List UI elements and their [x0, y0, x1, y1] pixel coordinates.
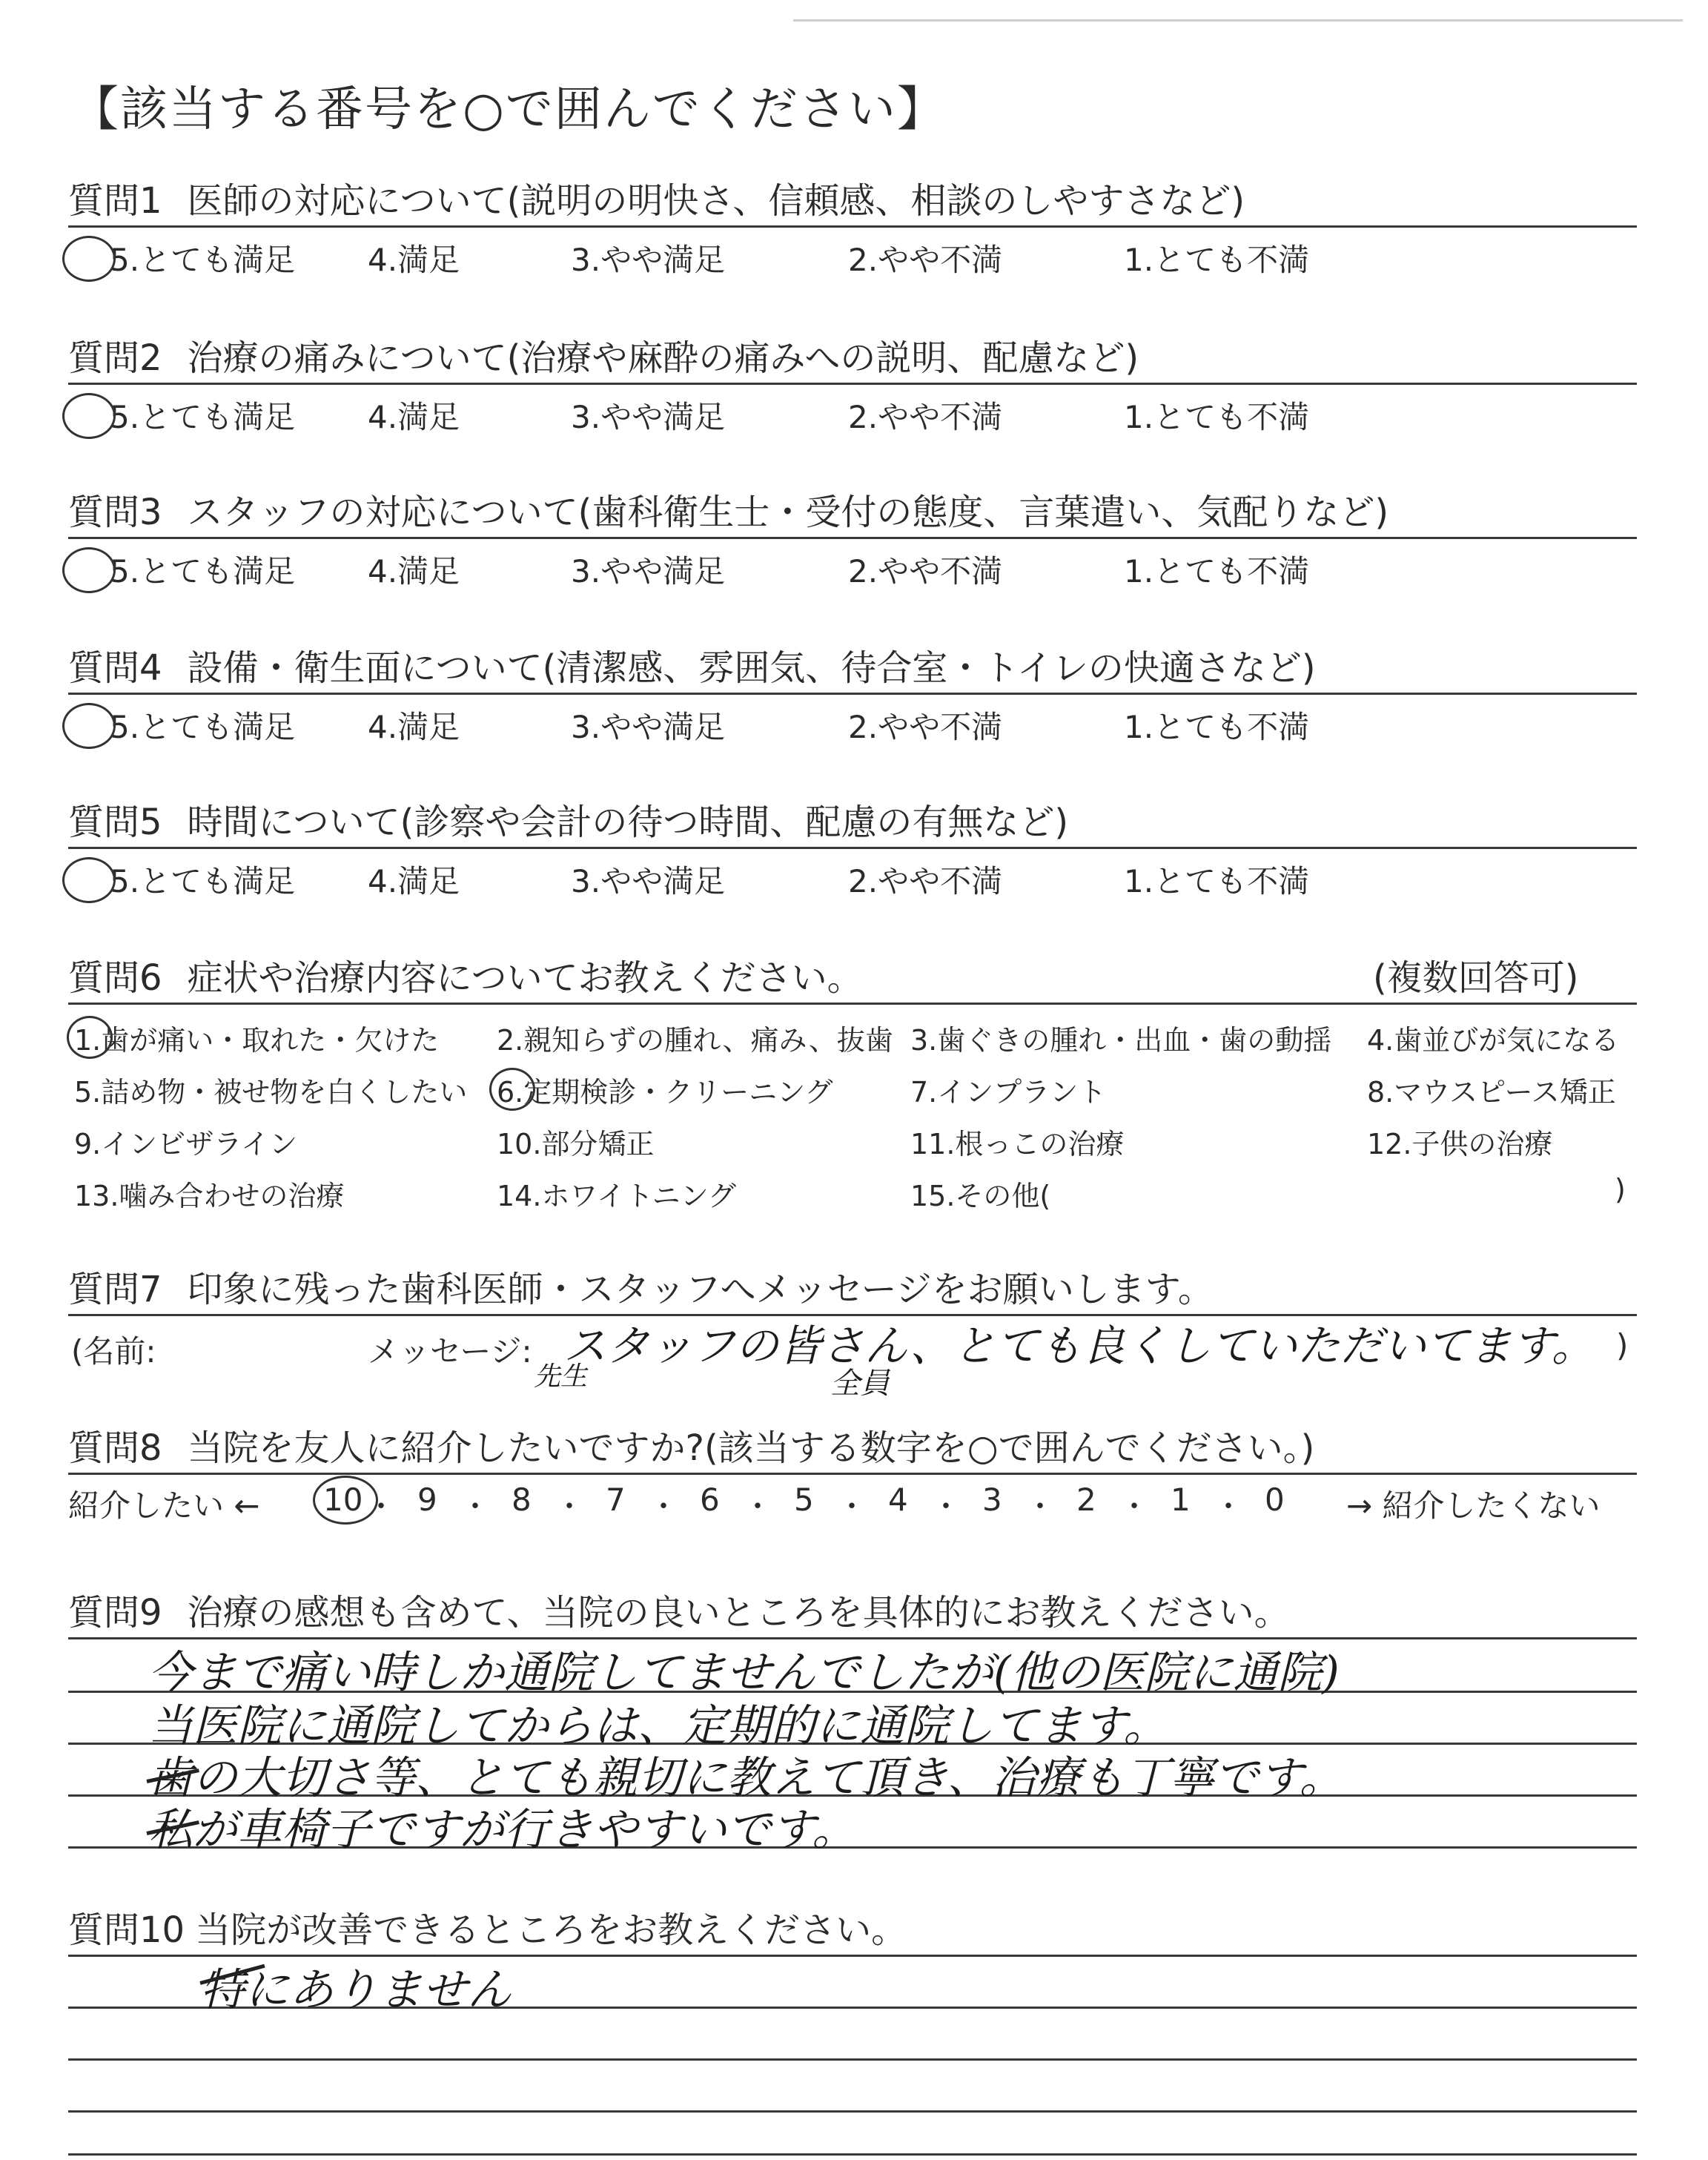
q10-line-4	[68, 2153, 1637, 2156]
q2-option-1[interactable]: 1.とても不満	[1124, 399, 1310, 435]
q7-name-label: (名前:	[71, 1333, 156, 1370]
q1-heading	[68, 172, 1245, 223]
q8-left-label: 紹介したい ←	[68, 1487, 260, 1524]
q8-scale-2[interactable]: 2	[1076, 1482, 1096, 1518]
q5-rule	[68, 847, 1637, 849]
q10-line-2	[68, 2058, 1637, 2061]
q8-scale-4[interactable]: 4	[888, 1482, 908, 1518]
q6-item-2[interactable]: 2.親知らずの腫れ、痛み、抜歯	[497, 1024, 893, 1057]
q2-heading	[68, 329, 1139, 380]
q9-heading	[68, 1584, 1290, 1635]
q5-label: 質問5	[68, 802, 162, 843]
q8-scale-separator: ・	[743, 1490, 772, 1524]
q3-option-1[interactable]: 1.とても不満	[1124, 553, 1310, 589]
q7-message-label: メッセージ:	[368, 1333, 532, 1370]
q4-option-2[interactable]: 2.やや不満	[848, 709, 1003, 745]
q1-option-3[interactable]: 3.やや満足	[571, 242, 726, 278]
q8-scale-separator: ・	[649, 1490, 678, 1524]
q1-text: 医師の対応について(説明の明快さ、信頼感、相談のしやすさなど)	[187, 180, 1245, 222]
q3-rule	[68, 537, 1637, 539]
q8-scale-6[interactable]: 6	[700, 1482, 720, 1518]
q10-text: 当院が改善できるところをお教えください。	[195, 1909, 907, 1951]
q6-heading	[68, 949, 863, 1000]
q7-close-paren: )	[1616, 1327, 1629, 1364]
q8-text: 当院を友人に紹介したいですか?(該当する数字を○で囲んでください。)	[187, 1427, 1315, 1469]
q2-selected-circle	[62, 393, 116, 439]
q8-heading	[68, 1419, 1314, 1470]
q9-handwritten-line-2: 当医院に通院してからは、定期的に通院してます。	[148, 1700, 1168, 1752]
q9-handwritten-line-3: 歯の大切さ等、とても親切に教えて頂き、治療も丁寧です。	[148, 1752, 1344, 1804]
q5-option-5[interactable]: 5.とても満足	[110, 863, 296, 899]
q6-note: (複数回答可)	[1373, 957, 1579, 999]
q6-item-6[interactable]: 6.定期検診・クリーニング	[497, 1076, 833, 1109]
q3-option-3[interactable]: 3.やや満足	[571, 553, 726, 589]
q8-right-label: → 紹介したくない	[1346, 1487, 1601, 1524]
q7-handwritten-message: スタッフの皆さん、とても良くしていただいてます。	[563, 1321, 1595, 1371]
q2-label: 質問2	[68, 337, 162, 379]
q1-option-5[interactable]: 5.とても満足	[110, 242, 296, 278]
q3-option-4[interactable]: 4.満足	[368, 553, 460, 589]
q6-item-5[interactable]: 5.詰め物・被せ物を白くしたい	[74, 1076, 468, 1109]
q9-handwritten-line-4: 私が車椅子ですが行きやすいです。	[148, 1804, 857, 1856]
q8-scale-9[interactable]: 9	[417, 1482, 437, 1518]
q4-option-1[interactable]: 1.とても不満	[1124, 709, 1310, 745]
q6-selected-circle-6	[489, 1068, 535, 1111]
q1-option-1[interactable]: 1.とても不満	[1124, 242, 1310, 278]
q7-text: 印象に残った歯科医師・スタッフへメッセージをお願いします。	[187, 1269, 1214, 1310]
q7-heading	[68, 1261, 1214, 1312]
q8-scale-3[interactable]: 3	[982, 1482, 1002, 1518]
q3-label: 質問3	[68, 492, 162, 533]
q8-scale-separator: ・	[1214, 1490, 1243, 1524]
q6-text: 症状や治療内容についてお教えください。	[187, 957, 863, 999]
q2-option-3[interactable]: 3.やや満足	[571, 399, 726, 435]
q8-scale-separator: ・	[1119, 1490, 1149, 1524]
q6-item-3[interactable]: 3.歯ぐきの腫れ・出血・歯の動揺	[910, 1024, 1332, 1057]
q9-handwritten-line-1: 今まで痛い時しか通院してませんでしたが(他の医院に通院)	[148, 1647, 1340, 1699]
q4-selected-circle	[62, 703, 116, 749]
q3-heading	[68, 483, 1388, 535]
q2-option-5[interactable]: 5.とても満足	[110, 399, 296, 435]
q10-line-3	[68, 2110, 1637, 2113]
q5-text: 時間について(診察や会計の待つ時間、配慮の有無など)	[187, 802, 1069, 843]
q8-label: 質問8	[68, 1427, 162, 1469]
q10-label: 質問10	[68, 1909, 185, 1951]
q9-text: 治療の感想も含めて、当院の良いところを具体的にお教えください。	[187, 1592, 1290, 1634]
q6-item-14[interactable]: 14.ホワイトニング	[497, 1180, 737, 1212]
q5-option-1[interactable]: 1.とても不満	[1124, 863, 1310, 899]
q6-selected-circle-1	[67, 1016, 113, 1059]
q7-label: 質問7	[68, 1269, 162, 1310]
q6-item-12[interactable]: 12.子供の治療	[1367, 1128, 1553, 1160]
q6-item-7[interactable]: 7.インプラント	[910, 1076, 1107, 1109]
q1-option-2[interactable]: 2.やや不満	[848, 242, 1003, 278]
q6-item-1[interactable]: 1.歯が痛い・取れた・欠けた	[74, 1024, 440, 1057]
q2-option-2[interactable]: 2.やや不満	[848, 399, 1003, 435]
q5-option-4[interactable]: 4.満足	[368, 863, 460, 899]
q8-scale-separator: ・	[1025, 1490, 1055, 1524]
q5-option-3[interactable]: 3.やや満足	[571, 863, 726, 899]
q8-scale-10[interactable]: 10	[323, 1482, 363, 1518]
q6-item-8[interactable]: 8.マウスピース矯正	[1367, 1076, 1616, 1109]
q2-rule	[68, 383, 1637, 385]
q6-item-15[interactable]: 15.その他(	[910, 1180, 1051, 1212]
q2-option-4[interactable]: 4.満足	[368, 399, 460, 435]
q8-scale-8[interactable]: 8	[512, 1482, 532, 1518]
q3-option-2[interactable]: 2.やや不満	[848, 553, 1003, 589]
q6-label: 質問6	[68, 957, 162, 999]
q9-label: 質問9	[68, 1592, 162, 1634]
q8-scale-separator: ・	[460, 1490, 490, 1524]
scan-top-edge	[793, 19, 1683, 22]
q7-insert-left: 先生	[534, 1361, 588, 1392]
q8-scale-0[interactable]: 0	[1265, 1482, 1285, 1518]
q4-label: 質問4	[68, 647, 162, 689]
q8-selected-circle	[313, 1476, 378, 1525]
q5-selected-circle	[62, 857, 116, 903]
q8-scale-separator: ・	[931, 1490, 961, 1524]
q8-scale-separator: ・	[555, 1490, 584, 1524]
q6-item-13[interactable]: 13.噛み合わせの治療	[74, 1180, 345, 1212]
q6-item-9[interactable]: 9.インビザライン	[74, 1128, 298, 1160]
q1-option-4[interactable]: 4.満足	[368, 242, 460, 278]
q1-rule	[68, 225, 1637, 228]
q4-option-4[interactable]: 4.満足	[368, 709, 460, 745]
q2-text: 治療の痛みについて(治療や麻酔の痛みへの説明、配慮など)	[187, 337, 1139, 379]
q8-scale-1[interactable]: 1	[1171, 1482, 1191, 1518]
q4-option-5[interactable]: 5.とても満足	[110, 709, 296, 745]
q8-scale-5[interactable]: 5	[794, 1482, 814, 1518]
q8-scale-7[interactable]: 7	[606, 1482, 626, 1518]
q5-option-2[interactable]: 2.やや不満	[848, 863, 1003, 899]
q10-handwritten-answer: 特にありません	[200, 1964, 512, 2016]
q3-selected-circle	[62, 547, 116, 593]
page-title: 【該当する番号を○で囲んでください】	[71, 82, 946, 137]
q8-rule	[68, 1473, 1637, 1475]
q8-scale-separator: ・	[366, 1490, 396, 1524]
q4-heading	[68, 639, 1316, 690]
q7-insert-above: 全員	[830, 1367, 890, 1401]
q3-text: スタッフの対応について(歯科衛生士・受付の態度、言葉遣い、気配りなど)	[187, 492, 1389, 533]
q4-option-3[interactable]: 3.やや満足	[571, 709, 726, 745]
q10-heading	[68, 1901, 907, 1952]
q4-rule	[68, 693, 1637, 695]
q8-scale-separator: ・	[837, 1490, 867, 1524]
q6-rule	[68, 1003, 1637, 1005]
q6-item-11[interactable]: 11.根っこの治療	[910, 1128, 1125, 1160]
q1-selected-circle	[62, 236, 116, 282]
q6-item-10[interactable]: 10.部分矯正	[497, 1128, 655, 1160]
q6-item-16[interactable]: )	[1615, 1173, 1626, 1206]
q5-heading	[68, 793, 1068, 845]
q3-option-5[interactable]: 5.とても満足	[110, 553, 296, 589]
q4-text: 設備・衛生面について(清潔感、雰囲気、待合室・トイレの快適さなど)	[187, 647, 1316, 689]
q1-label: 質問1	[68, 180, 162, 222]
q6-item-4[interactable]: 4.歯並びが気になる	[1367, 1024, 1620, 1057]
